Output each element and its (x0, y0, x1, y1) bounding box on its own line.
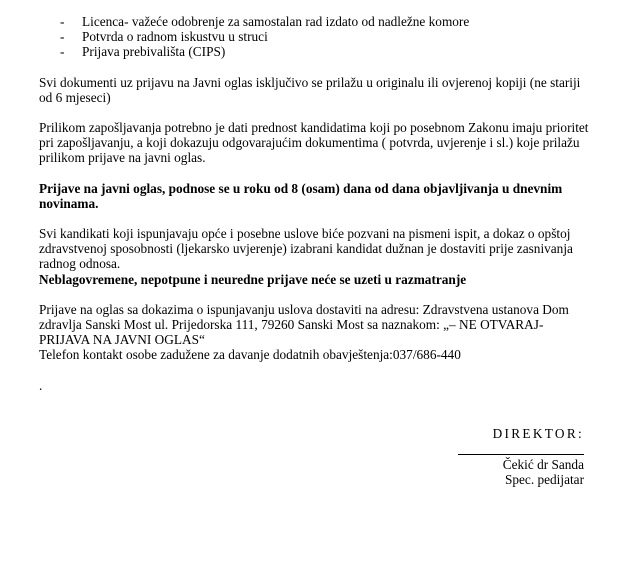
document-body (39, 14, 591, 393)
documents-note: Svi dokumenti uz prijavu na Javni oglas isključivo se prilažu u originalu ili ovjerenoj kopiji (ne stariji od 6 mjeseci) (39, 74, 581, 105)
director-name: Čekić dr Sanda (502, 457, 584, 472)
list-item (39, 44, 591, 59)
address-note: Prijave na oglas sa dokazima o ispunjavanju uslova dostaviti na adresu: Zdravstvena ustanova Dom zdravlja Sanski Most ul. Prijedorska 111, 79260 Sanski Most sa naznakom: „– NE OTVARAJ- PRIJAVA NA JAVNI OGLAS“ (39, 301, 569, 348)
requirement-text: Potvrda o radnom iskustvu u struci (82, 29, 268, 45)
bullet-dash: - (60, 44, 65, 60)
exam-note: Svi kandikati koji ispunjavaju opće i posebne uslove biće pozvani na pismeni ispit, a dokaz o opštoj zdravstvenoj sposobnosti (ljekarsko uvjerenje) izabrani kandidat dužnan je dostaviti prije zasnivanja radnog odnosa. (39, 225, 573, 272)
requirement-text: Prijava prebivališta (CIPS) (82, 44, 226, 60)
priority-note: Prilikom zapošljavanja potrebno je dati prednost kandidatima koji po posebnom Zakonu imaju prioritet pri zapošljavanju, a koji dokazuju odgovarajućim dokumentima ( potvrda, uvjerenje i sl.) koje prilažu prilikom prijave na javni oglas. (39, 119, 589, 166)
list-item (39, 14, 591, 29)
stray-dot: . (39, 377, 43, 393)
incomplete-note: Neblagovremene, nepotpune i neuredne prijave neće se uzeti u razmatranje (39, 271, 467, 287)
deadline-note: Prijave na javni oglas, podnose se u roku od 8 (osam) dana od dana objavljivanja u dnevnim novinama. (39, 180, 563, 211)
requirement-text: Licenca- važeće odobrenje za samostalan rad izdato od nadležne komore (82, 14, 470, 29)
requirements-list (39, 14, 591, 60)
phone-note: Telefon kontakt osobe zadužene za davanje dodatnih obavještenja:037/686-440 (39, 347, 461, 363)
list-item (39, 29, 591, 44)
signature-line (458, 454, 584, 455)
director-role: Spec. pedijatar (504, 472, 584, 487)
bullet-dash: - (60, 29, 65, 45)
director-title: DIREKTOR: (492, 426, 584, 441)
bullet-dash: - (60, 14, 65, 29)
